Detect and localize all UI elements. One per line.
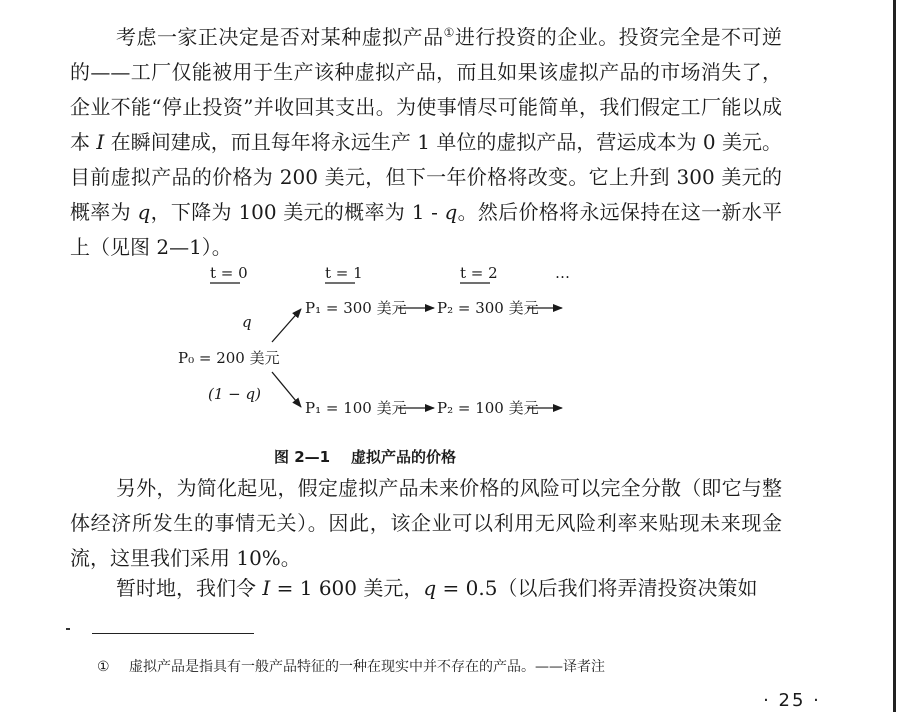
footnote xyxy=(97,657,737,677)
footnote-text: 虚拟产品是指具有一般产品特征的一种在现实中并不存在的产品。——译者注 xyxy=(129,659,605,675)
footnote-mark: ① xyxy=(97,659,110,675)
prob-up-label: q xyxy=(242,313,252,331)
figure-caption: 图 2—1 虚拟产品的价格 xyxy=(274,448,456,466)
footnote-rule xyxy=(92,633,254,634)
node-down-p2: P₂ = 100 美元 xyxy=(437,399,539,417)
header-t0: t = 0 xyxy=(210,264,248,282)
paragraph-risk: 另外，为简化起见，假定虚拟产品未来价格的风险可以完全分散（即它与整体经济所发生的事情无关）。因此，该企业可以利用无风险利率来贴现未来现金流，这里我们采用 10%。 xyxy=(70,476,782,570)
paragraph-assumption: 暂时地，我们令 I = 1 600 美元，q = 0.5（以后我们将弄清投资决策如 xyxy=(116,576,758,600)
header-t1: t = 1 xyxy=(325,264,363,282)
header-ellipsis: … xyxy=(555,264,570,282)
arrow-up-branch xyxy=(272,309,301,342)
node-p0: P₀ = 200 美元 xyxy=(178,349,280,367)
page-number: · 25 · xyxy=(763,690,821,711)
prob-down-label: (1 − q) xyxy=(208,385,261,403)
node-up-p1: P₁ = 300 美元 xyxy=(305,299,407,317)
paragraph-intro: 考虑一家正决定是否对某种虚拟产品①进行投资的企业。投资完全是不可逆的——工厂仅能被用于生产该种虚拟产品，而且如果该虚拟产品的市场消失了，企业不能“停止投资”并收回其支出。为使事情尽可能简单，我们假定工厂能以成本 I 在瞬间建成，而且每年将永远生产 1 单位的虚拟产品，营运成本为 0 美元。目前虚拟产品的价格为 200 美元，但下一年价格将改变。它上升到 300 美元的概率为 q，下降为 100 美元的概率为 1 - q。然后价格将永远保持在这一新水平上（见图 2—1）。 xyxy=(70,25,783,259)
footnote-reference[interactable]: ① xyxy=(443,25,455,40)
node-down-p1: P₁ = 100 美元 xyxy=(305,399,407,417)
arrow-down-branch xyxy=(272,372,301,407)
header-t2: t = 2 xyxy=(460,264,498,282)
footnote-rule-dot xyxy=(66,628,70,630)
node-up-p2: P₂ = 300 美元 xyxy=(437,299,539,317)
